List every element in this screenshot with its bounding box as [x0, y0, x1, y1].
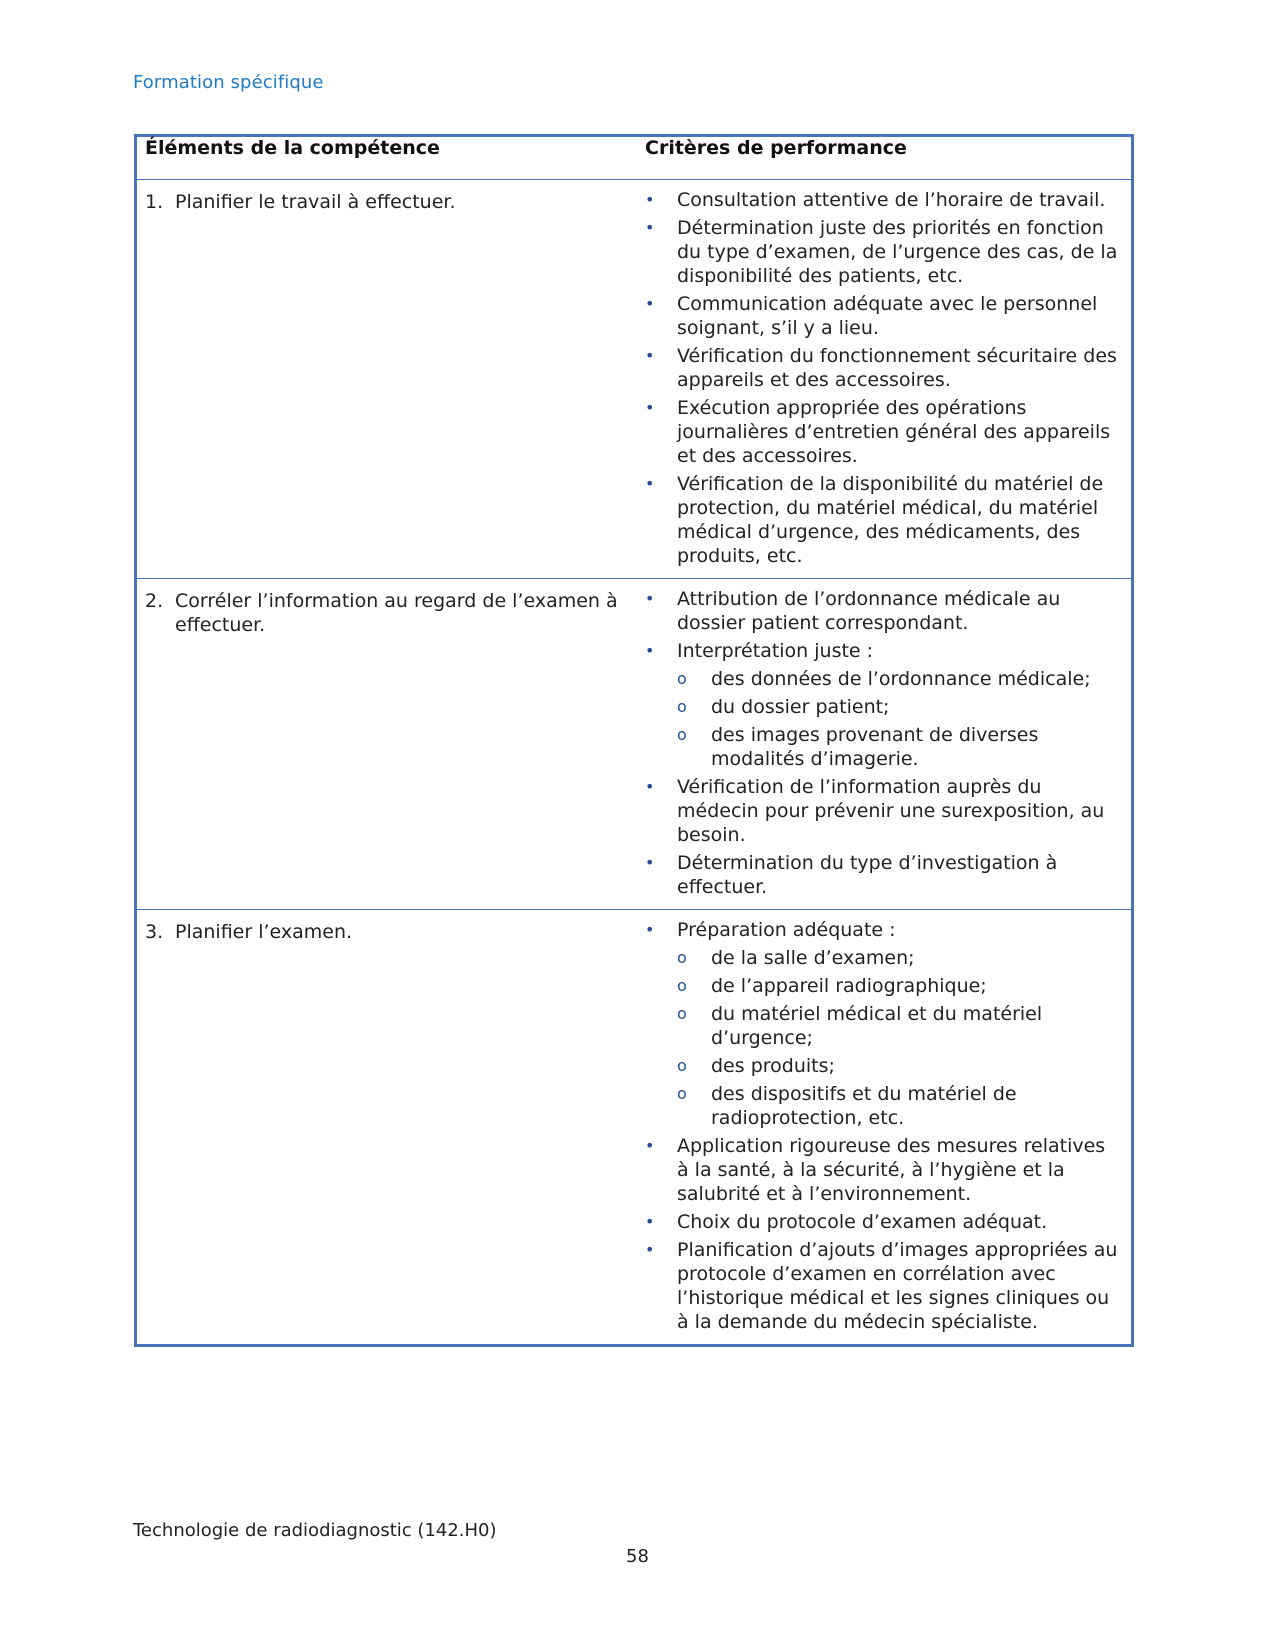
criteria-item [637, 1134, 1121, 1206]
element-number: 3. [145, 921, 164, 943]
bullet-icon: • [645, 218, 655, 237]
table-header-row [136, 136, 1133, 180]
bullet-icon: • [645, 1240, 655, 1259]
sub-criteria-text: des données de l’ordonnance médicale; [711, 668, 1091, 690]
element-cell [136, 910, 638, 1346]
circle-bullet-icon: o [677, 669, 687, 688]
criteria-item [637, 396, 1121, 468]
criteria-cell [637, 910, 1133, 1346]
criteria-text: Exécution appropriée des opérations journalières d’entretien général des appareils et des accessoires. [677, 397, 1111, 467]
criteria-text: Application rigoureuse des mesures relatives à la santé, à la sécurité, à l’hygiène et la salubrité et à l’environnement. [677, 1135, 1106, 1205]
circle-bullet-icon: o [677, 697, 687, 716]
sub-criteria-text: des produits; [711, 1055, 835, 1077]
criteria-list [637, 188, 1121, 568]
sub-criteria-item [677, 695, 1121, 719]
criteria-cell [637, 579, 1133, 910]
competence-element [145, 920, 629, 944]
criteria-cell [637, 180, 1133, 579]
criteria-item [637, 344, 1121, 392]
bullet-icon: • [645, 474, 655, 493]
table-body [136, 180, 1133, 1346]
circle-bullet-icon: o [677, 1004, 687, 1023]
sub-criteria-text: des dispositifs et du matériel de radioprotection, etc. [711, 1083, 1017, 1129]
page-number: 58 [626, 1546, 649, 1567]
sub-criteria-item [677, 667, 1121, 691]
sub-criteria-item [677, 946, 1121, 970]
bullet-icon: • [645, 1136, 655, 1155]
bullet-icon: • [645, 777, 655, 796]
bullet-icon: • [645, 641, 655, 660]
element-text: Planifier le travail à effectuer. [175, 191, 456, 213]
bullet-icon: • [645, 920, 655, 939]
criteria-list [637, 918, 1121, 1334]
criteria-item [637, 1238, 1121, 1334]
sub-criteria-item [677, 1082, 1121, 1130]
criteria-item [637, 775, 1121, 847]
criteria-text: Détermination juste des priorités en fonction du type d’examen, de l’urgence des cas, de la disponibilité des patients, etc. [677, 217, 1118, 287]
criteria-text: Vérification de la disponibilité du matériel de protection, du matériel médical, du matériel médical d’urgence, des médicaments, des produits, etc. [677, 473, 1104, 567]
element-number: 1. [145, 191, 164, 213]
criteria-item [637, 216, 1121, 288]
criteria-text: Consultation attentive de l’horaire de travail. [677, 189, 1106, 211]
criteria-item [637, 188, 1121, 212]
criteria-list [637, 587, 1121, 899]
sub-criteria-text: de l’appareil radiographique; [711, 975, 987, 997]
criteria-text: Communication adéquate avec le personnel soignant, s’il y a lieu. [677, 293, 1098, 339]
competence-element [145, 589, 629, 637]
criteria-item [637, 292, 1121, 340]
bullet-icon: • [645, 853, 655, 872]
sub-criteria-list [677, 667, 1121, 771]
column-header-elements: Éléments de la compétence [136, 136, 638, 180]
sub-criteria-text: du dossier patient; [711, 696, 890, 718]
criteria-text: Interprétation juste : [677, 640, 874, 662]
bullet-icon: • [645, 398, 655, 417]
sub-criteria-item [677, 974, 1121, 998]
sub-criteria-item [677, 723, 1121, 771]
circle-bullet-icon: o [677, 1056, 687, 1075]
element-number: 2. [145, 590, 164, 612]
criteria-item [637, 851, 1121, 899]
sub-criteria-item [677, 1002, 1121, 1050]
element-text: Corréler l’information au regard de l’examen à effectuer. [175, 590, 618, 636]
bullet-icon: • [645, 589, 655, 608]
element-cell [136, 180, 638, 579]
section-header: Formation spécifique [133, 72, 324, 93]
table-row [136, 579, 1133, 910]
competence-table [134, 134, 1134, 1347]
bullet-icon: • [645, 1212, 655, 1231]
sub-criteria-item [677, 1054, 1121, 1078]
criteria-item [637, 472, 1121, 568]
bullet-icon: • [645, 190, 655, 209]
criteria-item [637, 639, 1121, 771]
circle-bullet-icon: o [677, 948, 687, 967]
criteria-text: Attribution de l’ordonnance médicale au dossier patient correspondant. [677, 588, 1061, 634]
sub-criteria-list [677, 946, 1121, 1130]
criteria-text: Vérification de l’information auprès du médecin pour prévenir une surexposition, au besoin. [677, 776, 1105, 846]
bullet-icon: • [645, 294, 655, 313]
table-row [136, 180, 1133, 579]
criteria-item [637, 918, 1121, 1130]
element-cell [136, 579, 638, 910]
circle-bullet-icon: o [677, 725, 687, 744]
competence-element [145, 190, 629, 214]
bullet-icon: • [645, 346, 655, 365]
sub-criteria-text: du matériel médical et du matériel d’urgence; [711, 1003, 1043, 1049]
criteria-item [637, 1210, 1121, 1234]
element-text: Planifier l’examen. [175, 921, 353, 943]
criteria-text: Planification d’ajouts d’images appropriées au protocole d’examen en corrélation avec l’historique médical et les signes cliniques ou à la demande du médecin spécialiste. [677, 1239, 1118, 1333]
column-header-criteria: Critères de performance [637, 136, 1133, 180]
circle-bullet-icon: o [677, 1084, 687, 1103]
criteria-text: Choix du protocole d’examen adéquat. [677, 1211, 1048, 1233]
criteria-text: Vérification du fonctionnement sécuritaire des appareils et des accessoires. [677, 345, 1117, 391]
circle-bullet-icon: o [677, 976, 687, 995]
sub-criteria-text: de la salle d’examen; [711, 947, 915, 969]
footer-program: Technologie de radiodiagnostic (142.H0) [133, 1520, 497, 1541]
sub-criteria-text: des images provenant de diverses modalités d’imagerie. [711, 724, 1039, 770]
criteria-text: Détermination du type d’investigation à effectuer. [677, 852, 1058, 898]
criteria-item [637, 587, 1121, 635]
criteria-text: Préparation adéquate : [677, 919, 896, 941]
table-row [136, 910, 1133, 1346]
